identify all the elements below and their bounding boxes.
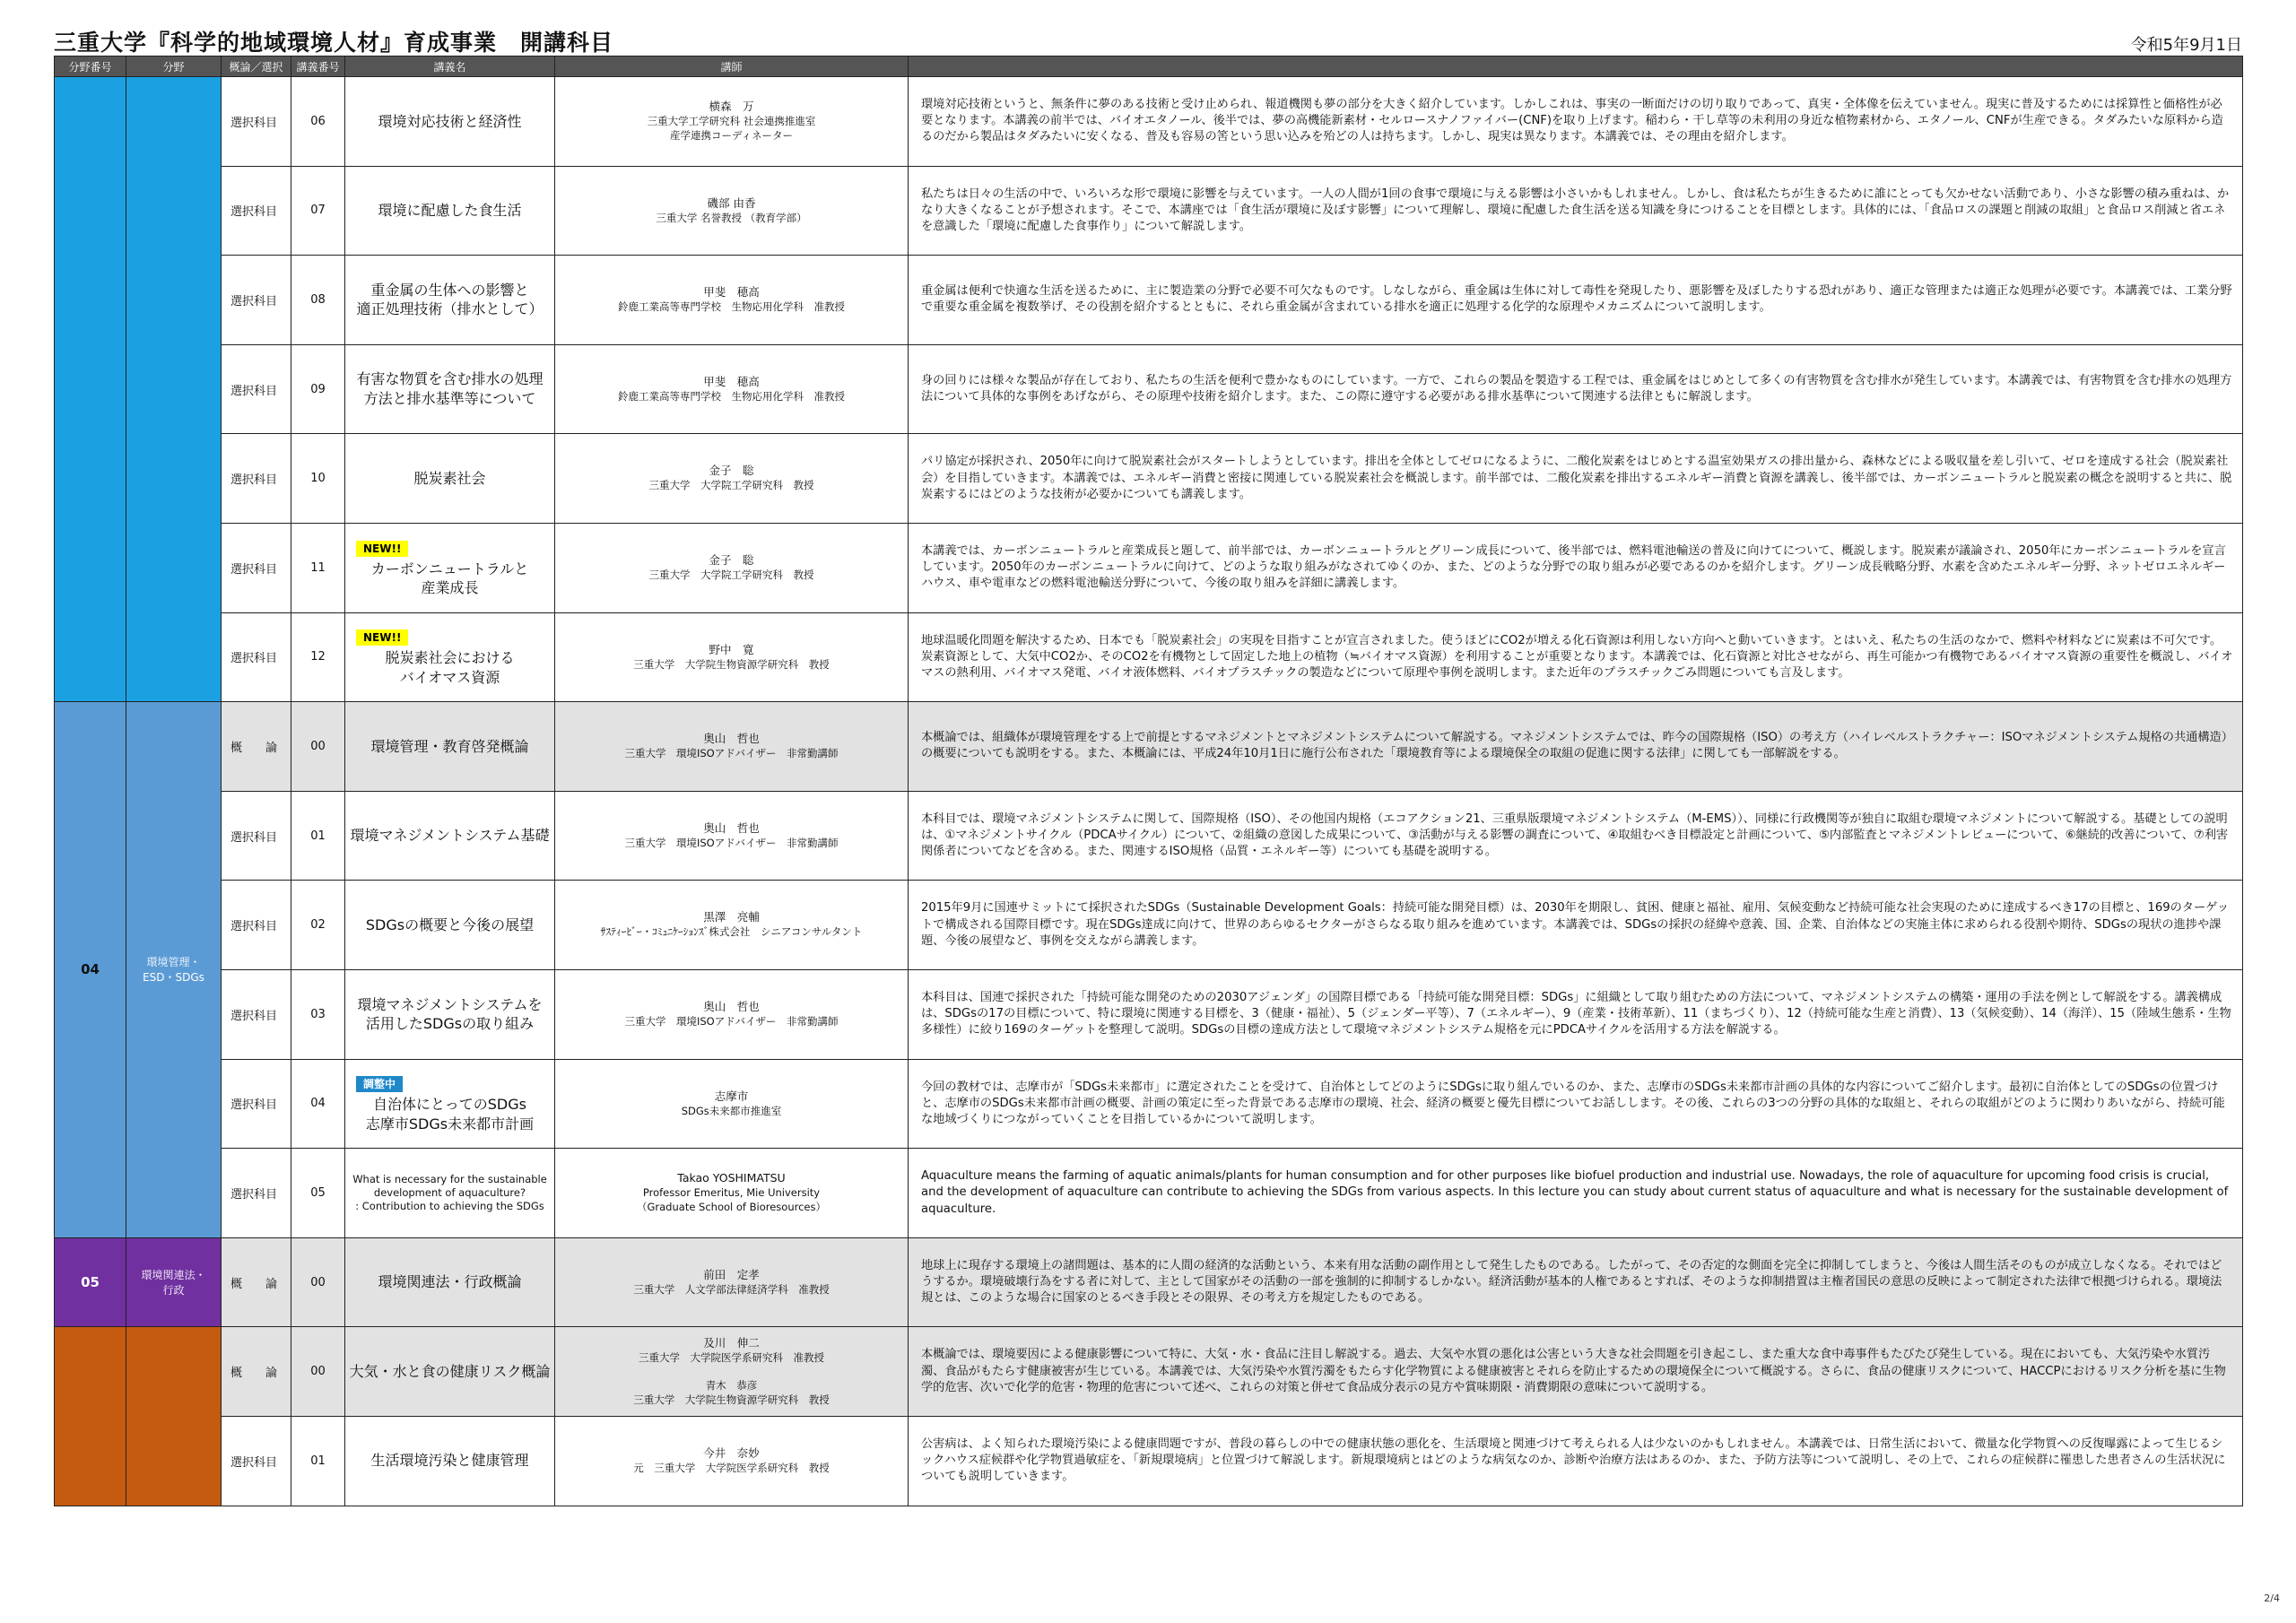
lecture-name-line: 志摩市SDGs未来都市計画 [365, 1115, 535, 1133]
lecture-description-cell: Aquaculture means the farming of aquatic animals/plants for human consumption and for other purposes like biofuel production and industrial use. Nowadays, the role of aquaculture for upcoming food crisis is crucial, and the development of aquaculture can contribute to achieving the SDGs from various aspects. In this lecture you can study about current status of aquaculture and what is necessary for the sustainable development of aquaculture. [909, 1149, 2243, 1238]
lecture-number-cell: 00 [291, 702, 345, 792]
lecture-name-line: development of aquaculture? [373, 1185, 526, 1199]
lecturer-cell [555, 1327, 909, 1417]
lecture-name-cell [345, 969, 555, 1059]
lecture-name-cell [345, 881, 555, 970]
lecture-number-cell: 04 [291, 1059, 345, 1149]
field-number-cell: 04 [55, 702, 126, 1238]
lecturer-name: 前田 定孝 [703, 1267, 760, 1281]
lecture-name-cell [345, 77, 555, 167]
course-type-cell: 選択科目 [222, 166, 291, 256]
lecturer-cell [555, 1059, 909, 1149]
lecture-name-cell [345, 166, 555, 256]
lecture-name-line: 適正処理技術（排水として） [356, 300, 544, 318]
course-type-cell: 選択科目 [222, 969, 291, 1059]
lecture-name-line: カーボンニュートラルと [370, 560, 529, 577]
course-table [54, 56, 2243, 1506]
lecture-name-line: 有害な物質を含む排水の処理 [356, 370, 544, 388]
lecture-number-cell: 00 [291, 1237, 345, 1327]
adjusting-badge: 調整中 [356, 1076, 403, 1092]
lecture-name-line: バイオマス資源 [399, 668, 500, 686]
lecturer-name: 横森 万 [709, 100, 754, 114]
table-row [55, 523, 2243, 612]
lecturer-name: 金子 聡 [709, 464, 754, 478]
lecturer-affiliation: Professor Emeritus, Mie University [642, 1186, 821, 1200]
lecture-name-line: 環境マネジメントシステムを [357, 995, 543, 1013]
lecturer-affiliation: （Graduate School of Bioresources） [637, 1200, 826, 1213]
lecturer-affiliation: ｻｽﾃｨｰﾋﾞｰ・ｺﾐｭﾆｹｰｼｮﾝｽﾞ株式会社 シニアコンサルタント [600, 925, 863, 939]
course-type-cell: 選択科目 [222, 881, 291, 970]
lecture-description-cell: 重金属は便利で快適な生活を送るために、主に製造業の分野で必要不可欠なものです。しなしながら、重金属は生体に対して毒性を発現したり、悪影響を及ぼしたりする恐れがあり、適正な管理または適正な処理が必要です。本講義では、工業分野で重要な重金属を複数挙げ、その役割を紹介するとともに、それら重金属が含まれている排水を適正に処理する化学的な原理やメカニズムについて説明します。 [909, 256, 2243, 345]
table-row [55, 1237, 2243, 1327]
lecture-description-cell: 身の回りには様々な製品が存在しており、私たちの生活を便利で豊かなものにしています。一方で、これらの製品を製造する工程では、重金属をはじめとして多くの有害物質を含む排水が発生しています。本講義では、有害物質を含む排水の処理方法について具体的な事例をあげながら、その原理や技術を紹介します。また、この際に遵守する必要がある排水基準について関連する法律ともに解説します。 [909, 344, 2243, 434]
table-row [55, 1149, 2243, 1238]
lecture-number-cell: 02 [291, 881, 345, 970]
table-row [55, 969, 2243, 1059]
lecture-number-cell: 07 [291, 166, 345, 256]
lecturer-name: 甲斐 穂高 [703, 374, 760, 388]
lecture-name-line: SDGsの概要と今後の展望 [365, 916, 535, 933]
course-type-cell: 選択科目 [222, 1149, 291, 1238]
lecturer-cell [555, 1149, 909, 1238]
page-number: 2/4 [2264, 1593, 2280, 1604]
field-name-line: 環境関連法・ [141, 1269, 206, 1282]
table-row [55, 791, 2243, 881]
lecture-number-cell: 12 [291, 612, 345, 702]
lecturer-cell [555, 702, 909, 792]
lecture-name-line: 環境マネジメントシステム基礎 [350, 827, 550, 845]
lecture-name-cell [345, 702, 555, 792]
lecture-description-cell: 本科目では、環境マネジメントシステムに関して、国際規格（ISO）、その他国内規格（エコアクション21、三重県版環境マネジメントシステム（M-EMS））、同様に行政機関等が独自に取組む環境マネジメントについて解説する。基礎としての説明は、①マネジメントサイクル（PDCAサイクル）について、②組織の意図した成果について、③活動が与える影響の調査について、④取組むべき目標設定と計画について、⑤内部監査とマネジメントレビューについて、⑥継続的改善について、⑦利害関係者についてなどを含める。また、関連するISO規格（品質・エネルギー等）についても基礎を説明する。 [909, 791, 2243, 881]
lecturer-cell [555, 1416, 909, 1506]
lecture-name-line: 方法と排水基準等について [363, 390, 536, 408]
lecturer-name: Takao YOSHIMATSU [677, 1171, 786, 1185]
lecturer-cell [555, 344, 909, 434]
lecture-description-cell: 今回の教材では、志摩市が「SDGs未来都市」に選定されたことを受けて、自治体としてどのようにSDGsに取り組んでいるのか、また、志摩市のSDGs未来都市計画の具体的な内容についてご紹介します。最初に自治体としてのSDGsの位置づけと、志摩市のSDGs未来都市計画の概要、計画の策定に至った背景である志摩市の環境、社会、経済の概要と優先目標についてお話しします。その後、これらの3つの分野の具体的な取組と、それらの取組がどのように関わりあいながら、持続可能な地域づくりにつながっていくことを目指しているかについて説明します。 [909, 1059, 2243, 1149]
lecturer-affiliation: 三重大学 環境ISOアドバイザー 非常勤講師 [624, 836, 839, 849]
course-type-cell: 選択科目 [222, 523, 291, 612]
lecture-description-cell: 本講義では、カーボンニュートラルと産業成長と題して、前半部では、カーボンニュートラルとグリーン成長について、後半部では、燃料電池輸送の普及に向けてについて、概説します。脱炭素が議論され、2050年にカーボンニュートラルを宣言しています。2050年のカーボンニュートラルに向けて、どのような取り組みがなされてゆくのか、また、どのような分野での取り組みが必要であるのかを紹介します。グリーン成長戦略分野、水素を含めたエネルギー分野、ネットゼロエネルギーハウス、車や電車などの燃料電池輸送分野について、今後の取り組みを詳細に講義します。 [909, 523, 2243, 612]
lecturer-affiliation: 三重大学 大学院生物資源学研究科 教授 [633, 1393, 830, 1406]
lecture-name-line: 大気・水と食の健康リスク概論 [349, 1362, 551, 1380]
lecture-number-cell: 10 [291, 434, 345, 524]
course-type-cell: 選択科目 [222, 77, 291, 167]
new-badge: NEW!! [356, 541, 408, 557]
lecture-description-cell: 公害病は、よく知られた環境汚染による健康問題ですが、普段の暮らしの中での健康状態の悪化を、生活環境と関連づけて考えられる人は少ないのかもしれません。本講義では、日常生活において、微量な化学物質への反復曝露によって生じるシックハウス症候群や化学物質過敏症を、「新規環境病」と位置づけて解説します。新規環境病とはどのような病気なのか、診断や治療方法はあるのか、また、予防方法等について説明し、その上で、これらの症候群に罹患した患者さんの生活状況についても説明していきます。 [909, 1416, 2243, 1506]
lecture-name-cell [345, 1149, 555, 1238]
lecturer-affiliation: 産学連携コーディネーター [669, 128, 794, 142]
lecture-name-cell [345, 434, 555, 524]
lecture-name-cell [345, 1327, 555, 1417]
field-name-cell [126, 1327, 222, 1506]
field-name-line: 行政 [162, 1284, 185, 1298]
lecturer-name: 今井 奈妙 [703, 1446, 760, 1460]
table-row [55, 1327, 2243, 1417]
lecturer-affiliation: 三重大学 名誉教授 （教育学部） [656, 211, 807, 224]
col-header-field: 分野 [126, 56, 222, 77]
lecture-number-cell: 06 [291, 77, 345, 167]
course-type-cell: 選択科目 [222, 1416, 291, 1506]
lecturer-cell [555, 77, 909, 167]
lecturer-affiliation: 三重大学 環境ISOアドバイザー 非常勤講師 [624, 1014, 839, 1028]
course-type-cell: 選択科目 [222, 791, 291, 881]
document-date: 令和5年9月1日 [2130, 36, 2242, 55]
field-name-cell [126, 1237, 222, 1327]
lecturer-affiliation: 三重大学 環境ISOアドバイザー 非常勤講師 [624, 747, 839, 760]
lecture-name-cell [345, 1416, 555, 1506]
field-number-cell [55, 77, 126, 702]
lecturer-affiliation: 三重大学 大学院医学系研究科 准教授 [639, 1351, 824, 1365]
lecture-description-cell: 本科目は、国連で採択された「持続可能な開発のための2030アジェンダ」の国際目標である「持続可能な開発目標：SDGs」に組織として取り組むための方法について、マネジメントシステムの構築・運用の手法を例として解説をする。講義構成は、SDGsの17の目標について、特に環境に関連する目標を、3（健康・福祉）、5（ジェンダー平等）、7（エネルギー）、9（産業・技術革新）、11（まちづくり）、12（持続可能な生産と消費）、13（気候変動）、14（海洋）、15（陸域生態系・生物多様性）に絞り169のターゲットを整理して説明。SDGsの目標の達成方法として環境マネジメントシステム規格を元にPDCAサイクルを活用する方法を解説する。 [909, 969, 2243, 1059]
field-number-cell: 05 [55, 1237, 126, 1327]
field-number-cell [55, 1327, 126, 1506]
lecture-name-line: 環境管理・教育啓発概論 [370, 737, 529, 755]
lecturer-cell [555, 256, 909, 345]
lecture-number-cell: 05 [291, 1149, 345, 1238]
table-row [55, 434, 2243, 524]
col-header-field-number: 分野番号 [55, 56, 126, 77]
lecture-name-cell [345, 612, 555, 702]
lecturer-affiliation: 三重大学 大学院工学研究科 教授 [648, 479, 814, 492]
lecture-name-cell [345, 256, 555, 345]
lecture-description-cell: パリ協定が採択され、2050年に向けて脱炭素社会がスタートしようとしています。排出を全体としてゼロになるように、二酸化炭素をはじめとする温室効果ガスの排出量から、森林などによる吸収量を差し引いて、ゼロを達成する社会（脱炭素社会）を目指していきます。本講義では、エネルギー消費と密接に関連している脱炭素社会を概説します。前半部では、二酸化炭素を排出するエネルギー消費と資源を講義し、後半部では、カーボンニュートラルと脱炭素の概念を説明すると共に、脱炭素するにはどのような技術が必要かについても講義します。 [909, 434, 2243, 524]
lecturer-name: 野中 寛 [709, 642, 754, 656]
lecture-name-line: 環境関連法・行政概論 [378, 1273, 522, 1291]
table-row [55, 702, 2243, 792]
col-header-lecture-number: 講義番号 [291, 56, 345, 77]
lecture-number-cell: 11 [291, 523, 345, 612]
lecture-description-cell: 地球上に現存する環境上の諸問題は、基本的に人間の経済的な活動という、本来有用な活動の副作用として発生したものである。したがって、その否定的な側面を完全に抑制してしまうと、今後は人間生活そのものが成立しなくなる。それではどうするか。環境破壊行為をする者に対して、主として国家がその活動の一部を強制的に抑制するしかない。経済活動が基本的人権であるとすれば、そのような抑制措置は主権者国民の意思の反映によって制定された法律で根拠づけられる。環境法規とは、このような場合に国家のとるべき手段とその限界、その考え方を規定したものである。 [909, 1237, 2243, 1327]
course-type-cell: 選択科目 [222, 612, 291, 702]
field-name-cell [126, 77, 222, 702]
course-type-cell: 選択科目 [222, 1059, 291, 1149]
col-header-description [909, 56, 2243, 77]
lecture-number-cell: 03 [291, 969, 345, 1059]
lecture-name-cell [345, 1059, 555, 1149]
lecturer-name: 奥山 哲也 [703, 820, 760, 835]
field-name-cell [126, 702, 222, 1238]
lecturer-name: 奥山 哲也 [703, 1000, 760, 1014]
col-header-type: 概論／選択 [222, 56, 291, 77]
col-header-lecturer: 講師 [555, 56, 909, 77]
lecture-name-line: 環境対応技術と経済性 [378, 112, 522, 130]
lecture-name-cell [345, 344, 555, 434]
lecturer-name: 志摩市 [714, 1089, 749, 1103]
table-row [55, 1059, 2243, 1149]
lecturer-affiliation: 三重大学 大学院生物資源学研究科 教授 [633, 657, 830, 671]
lecturer-cell [555, 1237, 909, 1327]
table-row [55, 77, 2243, 167]
lecturer-name: 磯部 由香 [707, 195, 756, 210]
lecturer-name: 金子 聡 [709, 553, 754, 568]
lecture-name-cell [345, 791, 555, 881]
lecture-description-cell: 2015年9月に国連サミットにて採択されたSDGs（Sustainable Development Goals：持続可能な開発目標）は、2030年を期限し、貧困、健康と福祉、雇用、気候変動など持続可能な社会実現のために達成するべき17の目標と、169のターゲットで構成される国際目標です。現在SDGs達成に向けて、世界のあらゆるセクターがさらなる取り組みを進めています。本講義では、SDGsの採択の経緯や意義、国、企業、自治体などの実施主体に求められる役割や期待、SDGsの現状の進捗や課題、今後の展望など、事例を交えながら講義します。 [909, 881, 2243, 970]
lecturer-name: 甲斐 穂高 [703, 285, 760, 299]
lecture-description-cell: 本概論では、組織体が環境管理をする上で前提とするマネジメントとマネジメントシステムについて解説する。マネジメントシステムでは、昨今の国際規格（ISO）の考え方（ハイレベルストラクチャー：ISOマネジメントシステム規格の共通構造）の概要についても説明をする。また、本概論には、平成24年10月1日に施行公布された「環境教育等による環境保全の取組の促進に関する法律」に関しても一部解説をする。 [909, 702, 2243, 792]
lecture-name-line: 環境に配慮した食生活 [378, 202, 522, 220]
field-name-line: ESD・SDGs [143, 971, 204, 985]
table-row [55, 166, 2243, 256]
lecturer-affiliation: 三重大学 人文学部法律経済学科 准教授 [633, 1282, 830, 1296]
lecture-name-line: 重金属の生体への影響と [370, 281, 529, 299]
lecturer-affiliation: 青木 恭彦 [705, 1379, 758, 1393]
lecturer-cell [555, 166, 909, 256]
lecture-name-cell [345, 523, 555, 612]
lecturer-cell [555, 969, 909, 1059]
table-row [55, 256, 2243, 345]
table-row [55, 1416, 2243, 1506]
lecture-description-cell: 私たちは日々の生活の中で、いろいろな形で環境に影響を与えています。一人の人間が1回の食事で環境に与える影響は小さいかもしれません。しかし、食は私たちが生きるために誰にとっても欠かせない活動であり、小さな影響の積み重ねは、かなり大きくなることが予想されます。そこで、本講座では「食生活が環境に及ぼす影響」について理解し、環境に配慮した食生活を送る知識を身につけることを目標とします。具体的には、「食品ロスの課題と削減の取組」と食品ロス削減と省エネを意識した「環境に配慮した食事作り」について解説します。 [909, 166, 2243, 256]
course-type-cell: 概 論 [222, 1327, 291, 1417]
lecture-number-cell: 08 [291, 256, 345, 345]
lecturer-cell [555, 881, 909, 970]
lecture-name-line: 脱炭素社会 [413, 469, 486, 487]
lecture-name-line: What is necessary for the sustainable [352, 1173, 547, 1186]
table-row [55, 612, 2243, 702]
lecture-description-cell: 環境対応技術というと、無条件に夢のある技術と受け止められ、報道機関も夢の部分を大きく紹介しています。しかしこれは、事実の一断面だけの切り取りであって、真実・全体像を伝えていません。現実に普及するためには採算性と価格性が必要となります。本講義の前半では、バイオエタノール、後半では、夢の高機能新素材・セルロースナノファイバー(CNF)を取り上げます。稲わら・干し草等の未利用の身近な植物素材から、エタノール、CNFが生産できる。タダみたいな原料から造るのだから製品はタダみたいに安くなる、普及も容易の筈という思い込みを殆どの人は持ちます。しかし、現実は異なります。本講義では、その理由を紹介します。 [909, 77, 2243, 167]
lecturer-affiliation: 元 三重大学 大学院医学系研究科 教授 [633, 1461, 830, 1474]
lecture-name-line: 脱炭素社会における [385, 649, 515, 667]
col-header-lecture-name: 講義名 [345, 56, 555, 77]
course-type-cell: 選択科目 [222, 344, 291, 434]
lecture-name-cell [345, 1237, 555, 1327]
lecturer-affiliation: 三重大学 大学院工学研究科 教授 [648, 568, 814, 581]
lecturer-affiliation [559, 1366, 904, 1380]
lecture-description-cell: 地球温暖化問題を解決するため、日本でも「脱炭素社会」の実現を目指すことが宣言されました。使うほどにCO2が増える化石資源は利用しない方向へと動いていきます。とはいえ、私たちの生活のなかで、燃料や材料などに炭素は不可欠です。炭素資源として、大気中CO2か、そのCO2を有機物として固定した地上の植物（≒バイオマス資源）を利用することが重要となります。本講義では、化石資源と対比させながら、再生可能かつ有機物であるバイオマス資源の重要性を概説し、バイオマスの熱利用、バイオマス発電、バイオ液体燃料、バイオプラスチックの製造などについて原理や事例を説明します。また近年のプラスチックごみ問題についても言及します。 [909, 612, 2243, 702]
lecturer-name: 及川 伸二 [703, 1336, 760, 1350]
lecture-number-cell: 09 [291, 344, 345, 434]
lecturer-name: 奥山 哲也 [703, 732, 760, 746]
lecturer-affiliation: 鈴鹿工業高等専門学校 生物応用化学科 准教授 [618, 389, 845, 403]
lecturer-cell [555, 434, 909, 524]
lecturer-cell [555, 791, 909, 881]
lecturer-cell [555, 612, 909, 702]
course-type-cell: 概 論 [222, 1237, 291, 1327]
lecture-name-line: 活用したSDGsの取り組み [365, 1015, 535, 1033]
field-name-line: 環境管理・ [146, 956, 201, 969]
lecturer-cell [555, 523, 909, 612]
lecture-description-cell: 本概論では、環境要因による健康影響について特に、大気・水・食品に注目し解説する。過去、大気や水質の悪化は公害という大きな社会問題を引き起こし、また重大な食中毒事件もたびたび発生している。現在においても、大気汚染や水質汚濁、食品がもたらす健康被害が生じている。本講義では、大気汚染や水質汚濁をもたらす化学物質による健康被害とそれらを防止するための環境保全について概説する。さらに、食品の健康リスクについて、HACCPにおけるリスク分析を基に生物学的危害、次いで化学的危害・物理的危害について述べ、これらの対策と併せて食品成分表示の見方や賞味期限・消費期限の意味について説明する。 [909, 1327, 2243, 1417]
lecturer-affiliation: 鈴鹿工業高等専門学校 生物応用化学科 准教授 [618, 300, 845, 314]
table-row [55, 344, 2243, 434]
course-type-cell: 概 論 [222, 702, 291, 792]
table-header-row [55, 56, 2243, 77]
lecture-number-cell: 01 [291, 1416, 345, 1506]
lecture-name-line: : Contribution to achieving the SDGs [355, 1199, 544, 1212]
lecture-name-line: 産業成長 [421, 579, 479, 597]
lecture-name-line: 生活環境汚染と健康管理 [370, 1452, 529, 1470]
page-title: 三重大学『科学的地域環境人材』育成事業 開講科目 [54, 30, 614, 56]
lecturer-affiliation: 三重大学工学研究科 社会連携推進室 [647, 115, 816, 128]
new-badge: NEW!! [356, 629, 408, 646]
table-row [55, 881, 2243, 970]
course-type-cell: 選択科目 [222, 256, 291, 345]
lecturer-name: 黒澤 亮輔 [703, 910, 760, 924]
lecture-number-cell: 01 [291, 791, 345, 881]
lecture-number-cell: 00 [291, 1327, 345, 1417]
course-type-cell: 選択科目 [222, 434, 291, 524]
lecturer-affiliation: SDGs未来都市推進室 [681, 1104, 782, 1117]
lecture-name-line: 自治体にとってのSDGs [373, 1096, 526, 1114]
